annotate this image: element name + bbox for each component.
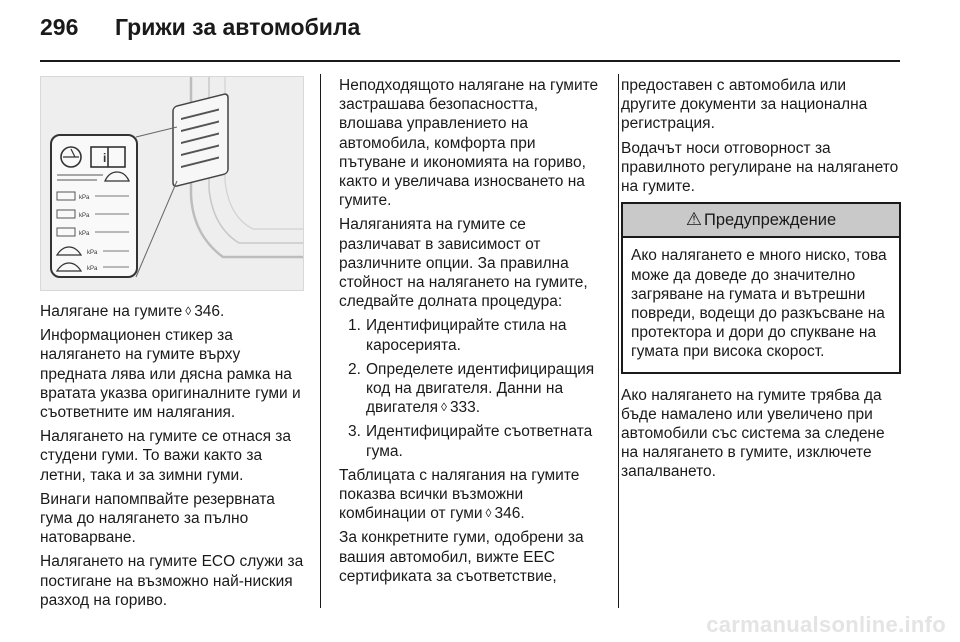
small-label: [173, 93, 228, 187]
cross-reference-icon: ◊: [441, 400, 447, 415]
procedure-list: [339, 316, 604, 460]
page-number: 296: [40, 14, 79, 40]
paragraph: Неподходящото налягане на гумите застрашава безопасността, влошава управлението на автомобила, комфорта при пътуване и икономията на гориво, както и увеличава износването на гумите.: [339, 77, 599, 210]
paragraph: Водачът носи отговорност за правилното регулиране на налягането на гумите.: [621, 139, 899, 196]
paragraph: Таблицата с налягания на гумите показва всички възможни комбинации от гуми ◊ 346.: [339, 466, 580, 523]
procedure-step: 3. Идентифицирайте съответната гума.: [348, 423, 593, 460]
svg-text:kPa: kPa: [79, 195, 90, 201]
cross-reference-icon: ◊: [485, 506, 492, 521]
page-title: Грижи за автомобила: [115, 14, 361, 40]
svg-text:kPa: kPa: [87, 266, 98, 272]
column-2: [339, 76, 604, 591]
watermark: carmanualsonline.info: [706, 612, 946, 637]
paragraph: Информационен стикер за налягането на гумите върху предната лява или дясна рамка на вратата указва оригиналните гуми и съответните им налягания.: [40, 327, 301, 422]
big-label: [51, 135, 137, 277]
page-reference: 346.: [494, 505, 525, 523]
paragraph: Налягането на гумите се отнася за студени гуми. То важи както за летни, така и за зимни гуми.: [40, 428, 291, 484]
tire-pressure-label-figure: [40, 76, 304, 291]
paragraph: За конкретните гуми, одобрени за вашия автомобил, вижте EEC сертификата за съответствие,: [339, 529, 584, 585]
warning-header: [623, 204, 899, 238]
warning-box: [621, 202, 901, 373]
procedure-step: 2. Определете идентифициращия код на двигателя. Данни на двигателя ◊ 333.: [348, 360, 595, 417]
paragraph: предоставен с автомобила или другите документи за национална регистрация.: [621, 77, 868, 133]
door-frame-illustration: [41, 77, 303, 290]
page-reference: 333.: [449, 399, 481, 417]
paragraph: Налягането на гумите ECO служи за постигане на възможно най-ниския разход на гориво.: [40, 553, 304, 609]
column-1: [40, 76, 308, 615]
paragraph: Ако налягането на гумите трябва да бъде намалено или увеличено при автомобили със система за следене на налягането в гумите, изключете запалването.: [621, 386, 885, 481]
column-divider: [320, 74, 321, 608]
warning-body: Ако налягането е много ниско, това може да доведе до значително загряване на гумата и вътрешни повреди, водещи до разкъсване на протектора и дори до спукване на гумата при висока скорост.: [631, 247, 887, 361]
svg-text:kPa: kPa: [79, 231, 90, 237]
svg-text:kPa: kPa: [79, 213, 90, 219]
column-3: [621, 76, 901, 487]
cross-reference-icon: ◊: [185, 304, 192, 318]
paragraph: Наляганията на гумите се различават в зависимост от различните опции. За правилна стойност на налягането на гумите, следвайте долната процедура:: [339, 216, 588, 311]
figure-caption: Налягане на гумите ◊ 346.: [40, 303, 225, 320]
paragraph: Винаги напомпвайте резервната гума до налягането за пълно натоварване.: [40, 490, 275, 547]
page-reference: 346.: [194, 303, 225, 320]
column-divider: [618, 74, 619, 608]
procedure-step: 1. Идентифицирайте стила на каросерията.: [348, 317, 567, 354]
warning-title: Предупреждение: [703, 211, 837, 230]
warning-triangle-icon: ⚠: [685, 209, 702, 230]
svg-text:kPa: kPa: [87, 250, 98, 256]
svg-text:i: i: [103, 151, 107, 165]
header-rule: [40, 60, 900, 62]
